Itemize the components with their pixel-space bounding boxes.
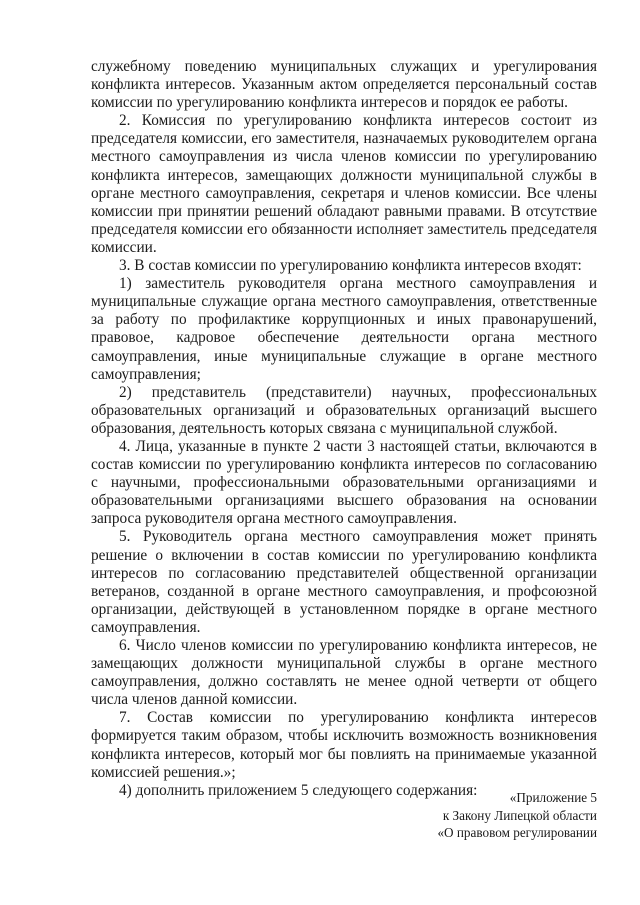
paragraph-item-4: 4. Лица, указанные в пункте 2 части 3 настоящей статьи, включаются в состав комиссии по урегулированию конфликта интересов по согласованию с научными, профессиональными образовательными организациями и образовательными организациями высшего образования на основании запроса руководителя органа местного самоуправления. bbox=[91, 437, 597, 528]
paragraph-subitem-1: 1) заместитель руководителя органа местного самоуправления и муниципальные служащие органа местного самоуправления, ответственные за работу по профилактике коррупционных и иных правонарушений, правовое, кадровое обеспечение деятельности органа местного самоуправления, иные муниципальные служащие в органе местного самоуправления; bbox=[91, 275, 597, 383]
paragraph-item-5: 5. Руководитель органа местного самоуправления может принять решение о включении в состав комиссии по урегулированию конфликта интересов по согласованию представителей общественной организации ветеранов, созданной в органе местного самоуправления, и профсоюзной организации, действующей в установленном порядке в органе местного самоуправления. bbox=[91, 528, 597, 636]
document-body bbox=[91, 58, 597, 800]
paragraph-item-7: 7. Состав комиссии по урегулированию конфликта интересов формируется таким образом, чтобы исключить возможность возникновения конфликта интересов, который мог бы повлиять на принимаемые указанной комиссией решения.»; bbox=[91, 709, 597, 781]
appendix-heading bbox=[337, 789, 597, 842]
appendix-law-name: «О правовом регулировании bbox=[437, 825, 597, 840]
paragraph-item-6: 6. Число членов комиссии по урегулированию конфликта интересов, не замещающих должности муниципальной службы в органе местного самоуправления, должно составлять не менее одной четверти от общего числа членов данной комиссии. bbox=[91, 637, 597, 709]
paragraph-continuation: служебному поведению муниципальных служащих и урегулирования конфликта интересов. Указанным актом определяется персональный состав комиссии по урегулированию конфликта интересов и порядок ее работы. bbox=[91, 58, 597, 112]
appendix-title: «Приложение 5 bbox=[509, 790, 597, 805]
paragraph-amendment-4: 4) дополнить приложением 5 следующего содержания: bbox=[119, 781, 478, 799]
paragraph-subitem-2: 2) представитель (представители) научных, профессиональных образовательных организаций и образовательных организаций высшего образования, деятельность которых связана с муниципальной службой. bbox=[91, 383, 597, 437]
paragraph-item-2: 2. Комиссия по урегулированию конфликта интересов состоит из председателя комиссии, его заместителя, назначаемых руководителем органа местного самоуправления из числа членов комиссии по урегулированию конфликта интересов, замещающих должности муниципальной службы в органе местного самоуправления, секретаря и членов комиссии. Все члены комиссии при принятии решений обладают равными правами. В отсутствие председателя комиссии его обязанности исполняет заместитель председателя комиссии. bbox=[91, 112, 597, 256]
appendix-law-ref: к Закону Липецкой области bbox=[442, 807, 597, 823]
paragraph-item-3: 3. В состав комиссии по урегулированию конфликта интересов входят: bbox=[119, 257, 582, 275]
